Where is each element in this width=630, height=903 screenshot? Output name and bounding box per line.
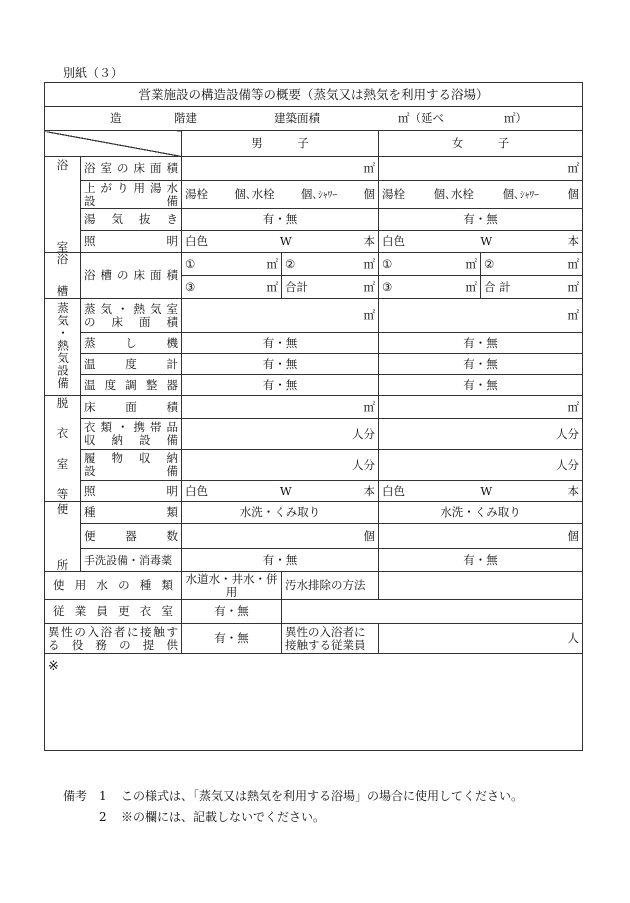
water-type-label: 使用水の種類 <box>45 572 182 600</box>
female-vent: 有・無 <box>379 209 583 231</box>
sewage-value <box>379 572 583 600</box>
male-vent: 有・無 <box>182 209 379 231</box>
structure-total: ㎡（延べ <box>398 111 444 125</box>
female-shoe: 人分 <box>379 450 583 481</box>
structure-zou: 造 <box>110 111 122 125</box>
structure-floors: 階建 <box>174 111 197 125</box>
remark-1: この様式は、「蒸気又は熱気を利用する浴場」の場合に使用してください。 <box>121 789 524 803</box>
row-lighting: 照 明 <box>81 231 182 253</box>
female-dress-lighting: 白色 W 本 <box>379 481 583 502</box>
female-floor-area: ㎡ <box>379 157 583 181</box>
structure-total-end: ㎡） <box>504 111 527 125</box>
group-bath-room: 浴 室 <box>45 157 81 253</box>
male-tub-total: 合計 ㎡ <box>282 276 379 299</box>
male-toilet-type: 水洗・くみ取り <box>182 502 379 524</box>
male-handwash: 有・無 <box>182 549 379 572</box>
header-female: 女 子 <box>379 131 583 157</box>
male-lighting: 白色 W 本 <box>182 231 379 253</box>
female-lighting: 白色 W 本 <box>379 231 583 253</box>
remark-2: ※の欄には、記載しないでください。 <box>121 810 326 824</box>
structure-row <box>45 107 583 131</box>
male-toilet-count: 個 <box>182 524 379 549</box>
row-handwash: 手洗設備・消毒薬 <box>81 549 182 572</box>
female-tub-3: ③ ㎡ <box>379 276 481 299</box>
row-tub-area: 浴槽の床面積 <box>81 253 182 299</box>
row-vent: 湯 気 抜 き <box>81 209 182 231</box>
row-hot-water: 上がり用湯水 設 備 <box>81 181 182 209</box>
row-thermometer: 温 度 計 <box>81 354 182 375</box>
female-tub-total: 合 計 ㎡ <box>481 276 583 299</box>
locker-value: 有・無 <box>182 600 282 624</box>
row-storage: 衣類・携帯品 収 納 設 備 <box>81 419 182 450</box>
female-tub-2: ② ㎡ <box>481 253 583 276</box>
female-handwash: 有・無 <box>379 549 583 572</box>
locker-blank <box>282 600 583 624</box>
structure-area: 建築面積 <box>274 111 320 125</box>
row-floor-area: 浴室の床面積 <box>81 157 182 181</box>
group-steam: 蒸気・熱気設備 <box>45 299 81 396</box>
row-dress-floor: 床 面 積 <box>81 396 182 419</box>
male-dress-floor: ㎡ <box>182 396 379 419</box>
female-steamer: 有・無 <box>379 333 583 354</box>
male-shoe: 人分 <box>182 450 379 481</box>
remarks: 備考 1 この様式は、「蒸気又は熱気を利用する浴場」の場合に使用してください。 2 ※の欄には、記載しないでください。 <box>63 786 523 828</box>
row-steam-room: 蒸気・熱気室 の 床 面 積 <box>81 299 182 333</box>
header-male: 男 子 <box>182 131 379 157</box>
male-storage: 人分 <box>182 419 379 450</box>
group-dressing: 脱 衣 室 等 <box>45 396 81 502</box>
facility-form-table <box>44 82 583 751</box>
page-label: 別紙（３） <box>63 66 124 80</box>
group-toilet: 便 所 <box>45 502 81 572</box>
male-tub-3: ③ ㎡ <box>182 276 282 299</box>
female-steam-room: ㎡ <box>379 299 583 333</box>
female-toilet-count: 個 <box>379 524 583 549</box>
row-dress-lighting: 照 明 <box>81 481 182 502</box>
service-value: 有・無 <box>182 624 282 654</box>
male-dress-lighting: 白色 W 本 <box>182 481 379 502</box>
female-storage: 人分 <box>379 419 583 450</box>
row-toilet-count: 便 器 数 <box>81 524 182 549</box>
male-steam-room: ㎡ <box>182 299 379 333</box>
female-hot-water: 湯栓 個､水栓 個､ｼｬﾜｰ 個 <box>379 181 583 209</box>
water-type-value: 水道水・井水・併用 <box>182 572 282 600</box>
remarks-label: 備考 <box>63 789 88 803</box>
locker-label: 従業員更衣室 <box>45 600 182 624</box>
office-use-notes: ※ <box>45 654 583 751</box>
contact-label: 異性の入浴者に 接触する従業員 <box>282 624 379 654</box>
female-thermometer: 有・無 <box>379 354 583 375</box>
contact-value: 人 <box>379 624 583 654</box>
male-steamer: 有・無 <box>182 333 379 354</box>
group-bathtub: 浴 槽 <box>45 253 81 299</box>
male-tub-2: ② ㎡ <box>282 253 379 276</box>
row-toilet-type: 種 類 <box>81 502 182 524</box>
male-hot-water: 湯栓 個､水栓 個､ｼｬﾜｰ 個 <box>182 181 379 209</box>
row-shoe: 履 物 収 納 設 備 <box>81 450 182 481</box>
row-temp-ctrl: 温度調整器 <box>81 375 182 396</box>
row-steamer: 蒸 し 機 <box>81 333 182 354</box>
female-tub-1: ① ㎡ <box>379 253 481 276</box>
service-label: 異性の入浴者に接触す る役務の提供 <box>45 624 182 654</box>
male-tub-1: ① ㎡ <box>182 253 282 276</box>
male-temp-ctrl: 有・無 <box>182 375 379 396</box>
female-dress-floor: ㎡ <box>379 396 583 419</box>
male-floor-area: ㎡ <box>182 157 379 181</box>
sewage-label: 汚水排除の方法 <box>282 572 379 600</box>
form-title: 営業施設の構造設備等の概要（蒸気又は熱気を利用する浴場） <box>45 83 583 107</box>
female-temp-ctrl: 有・無 <box>379 375 583 396</box>
female-toilet-type: 水洗・くみ取り <box>379 502 583 524</box>
male-thermometer: 有・無 <box>182 354 379 375</box>
